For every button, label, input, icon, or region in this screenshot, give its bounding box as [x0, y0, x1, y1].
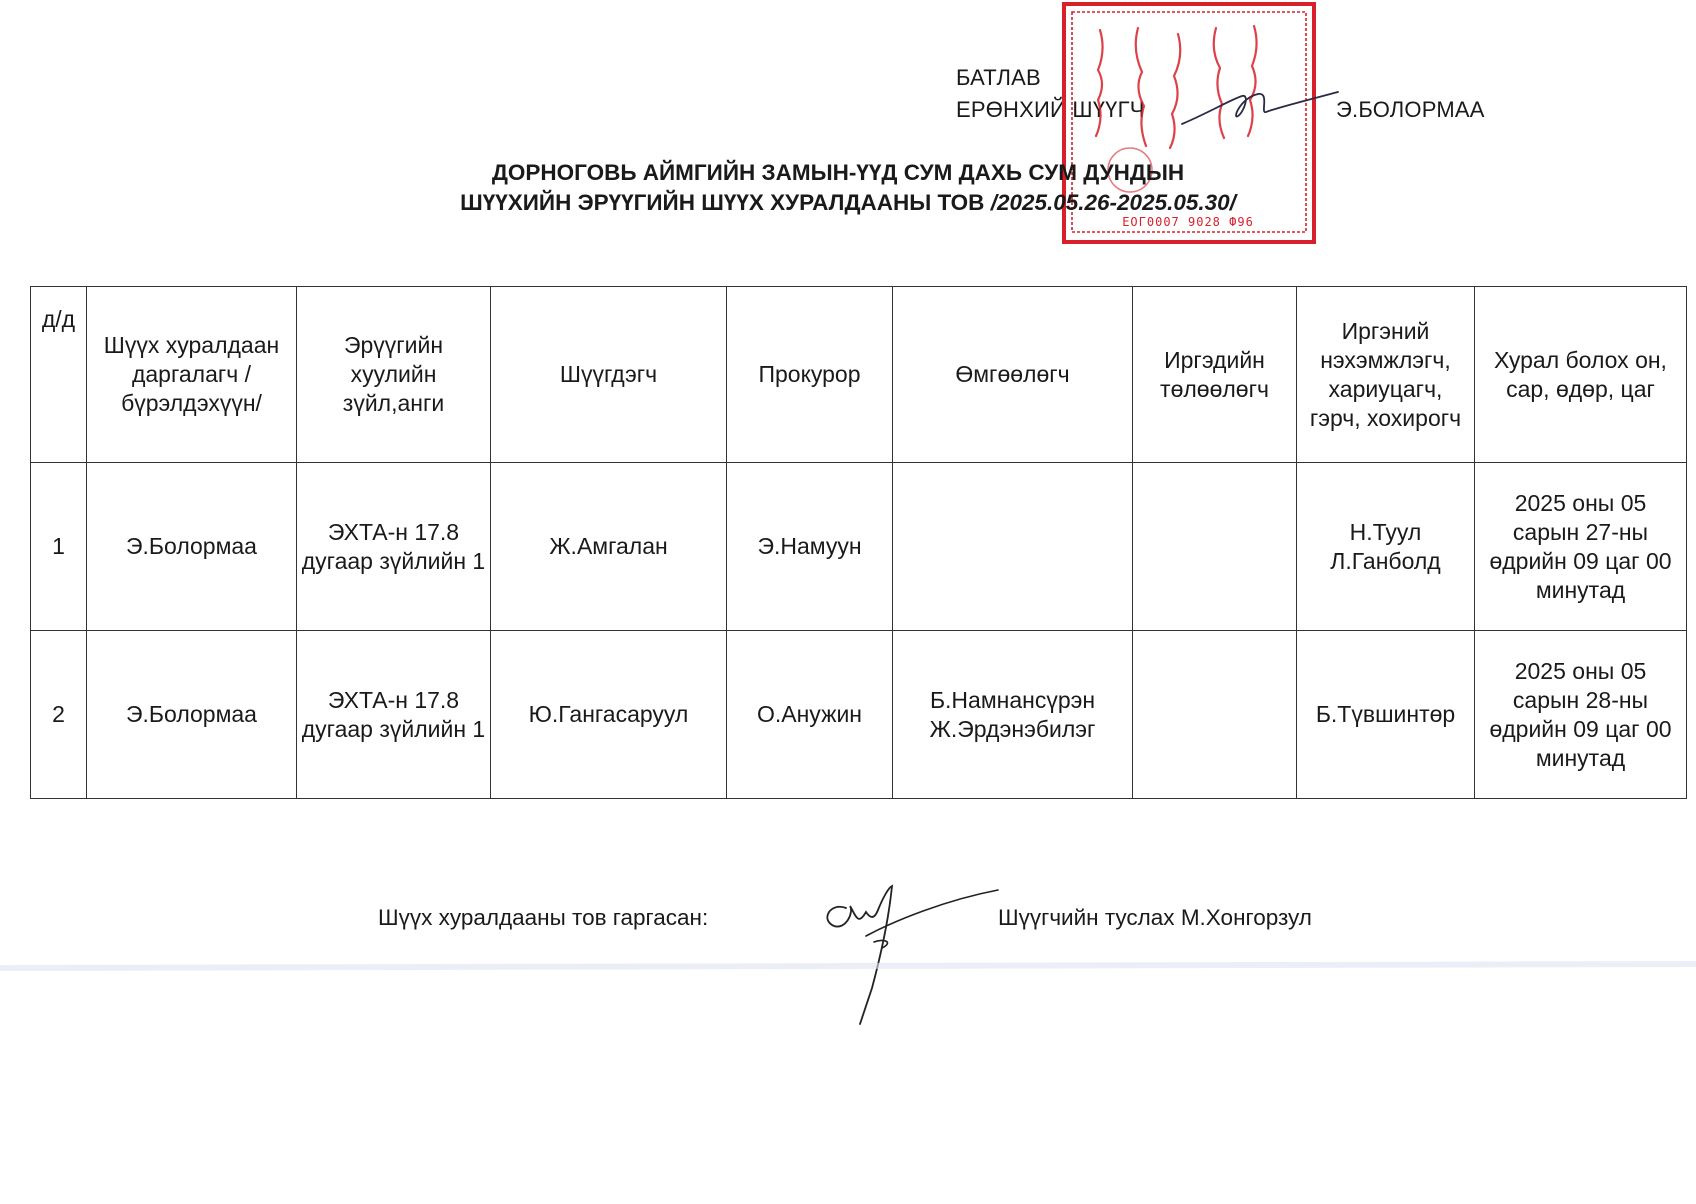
issued-by-label: Шүүх хуралдааны тов гаргасан:: [378, 905, 709, 930]
col-number: д/д: [31, 287, 87, 463]
row-parties: Н.Туул Л.Ганболд: [1297, 463, 1475, 631]
row-defendant: Ж.Амгалан: [491, 463, 727, 631]
hearing-schedule-table: [30, 286, 1687, 799]
table-row: [31, 631, 1687, 799]
assistant-signature: [816, 876, 1006, 1026]
row-citizen-rep: [1133, 463, 1297, 631]
row-datetime: 2025 оны 05 сарын 28-ны өдрийн 09 цаг 00 минутад: [1475, 631, 1687, 799]
row-datetime: 2025 оны 05 сарын 27-ны өдрийн 09 цаг 00 минутад: [1475, 463, 1687, 631]
row-number: 2: [31, 631, 87, 799]
row-parties: Б.Түвшинтөр: [1297, 631, 1475, 799]
col-article: Эрүүгийн хуулийн зүйл,анги: [297, 287, 491, 463]
row-prosecutor: О.Анужин: [727, 631, 893, 799]
row-lawyer: [893, 463, 1133, 631]
row-article: ЭХТА-н 17.8 дугаар зүйлийн 1: [297, 631, 491, 799]
col-parties: Иргэний нэхэмжлэгч, хариуцагч, гэрч, хохирогч: [1297, 287, 1475, 463]
row-article: ЭХТА-н 17.8 дугаар зүйлийн 1: [297, 463, 491, 631]
title-line-1: ДОРНОГОВЬ АЙМГИЙН ЗАМЫН-ҮҮД СУМ ДАХЬ СУМ ДУНДЫН: [491, 160, 1185, 185]
chief-judge-signature: [1180, 78, 1340, 138]
col-defendant: Шүүгдэгч: [491, 287, 727, 463]
schedule-period: /2025.05.26-2025.05.30/: [990, 190, 1236, 215]
row-presiding: Э.Болормаа: [87, 631, 297, 799]
scan-artifact: [0, 958, 1696, 978]
chief-judge-name: Э.БОЛОРМАА: [1336, 97, 1485, 122]
table-header-row: [31, 287, 1687, 463]
row-number: 1: [31, 463, 87, 631]
row-citizen-rep: [1133, 631, 1297, 799]
title-line-2-main: ШҮҮХИЙН ЭРҮҮГИЙН ШҮҮХ ХУРАЛДААНЫ ТОВ: [460, 190, 991, 215]
approve-label: БАТЛАВ: [956, 65, 1041, 90]
col-prosecutor: Прокурор: [727, 287, 893, 463]
col-presiding: Шүүх хуралдаан даргалагч /бүрэлдэхүүн/: [87, 287, 297, 463]
row-lawyer: Б.Намнансүрэн Ж.Эрдэнэбилэг: [893, 631, 1133, 799]
stamp-code: ЕОГ0007 9028 Ф96: [1122, 215, 1254, 229]
document-title: [0, 158, 1696, 218]
chief-judge-title: ЕРӨНХИЙ ШҮҮГЧ: [956, 97, 1145, 122]
title-line-2: [0, 188, 1696, 218]
col-datetime: Хурал болох он, сар, өдөр, цаг: [1475, 287, 1687, 463]
col-lawyer: Өмгөөлөгч: [893, 287, 1133, 463]
row-defendant: Ю.Гангасаруул: [491, 631, 727, 799]
col-citizen-rep: Иргэдийн төлөөлөгч: [1133, 287, 1297, 463]
row-prosecutor: Э.Намуун: [727, 463, 893, 631]
table-row: [31, 463, 1687, 631]
row-presiding: Э.Болормаа: [87, 463, 297, 631]
assistant-name: Шүүгчийн туслах М.Хонгорзул: [998, 905, 1312, 930]
